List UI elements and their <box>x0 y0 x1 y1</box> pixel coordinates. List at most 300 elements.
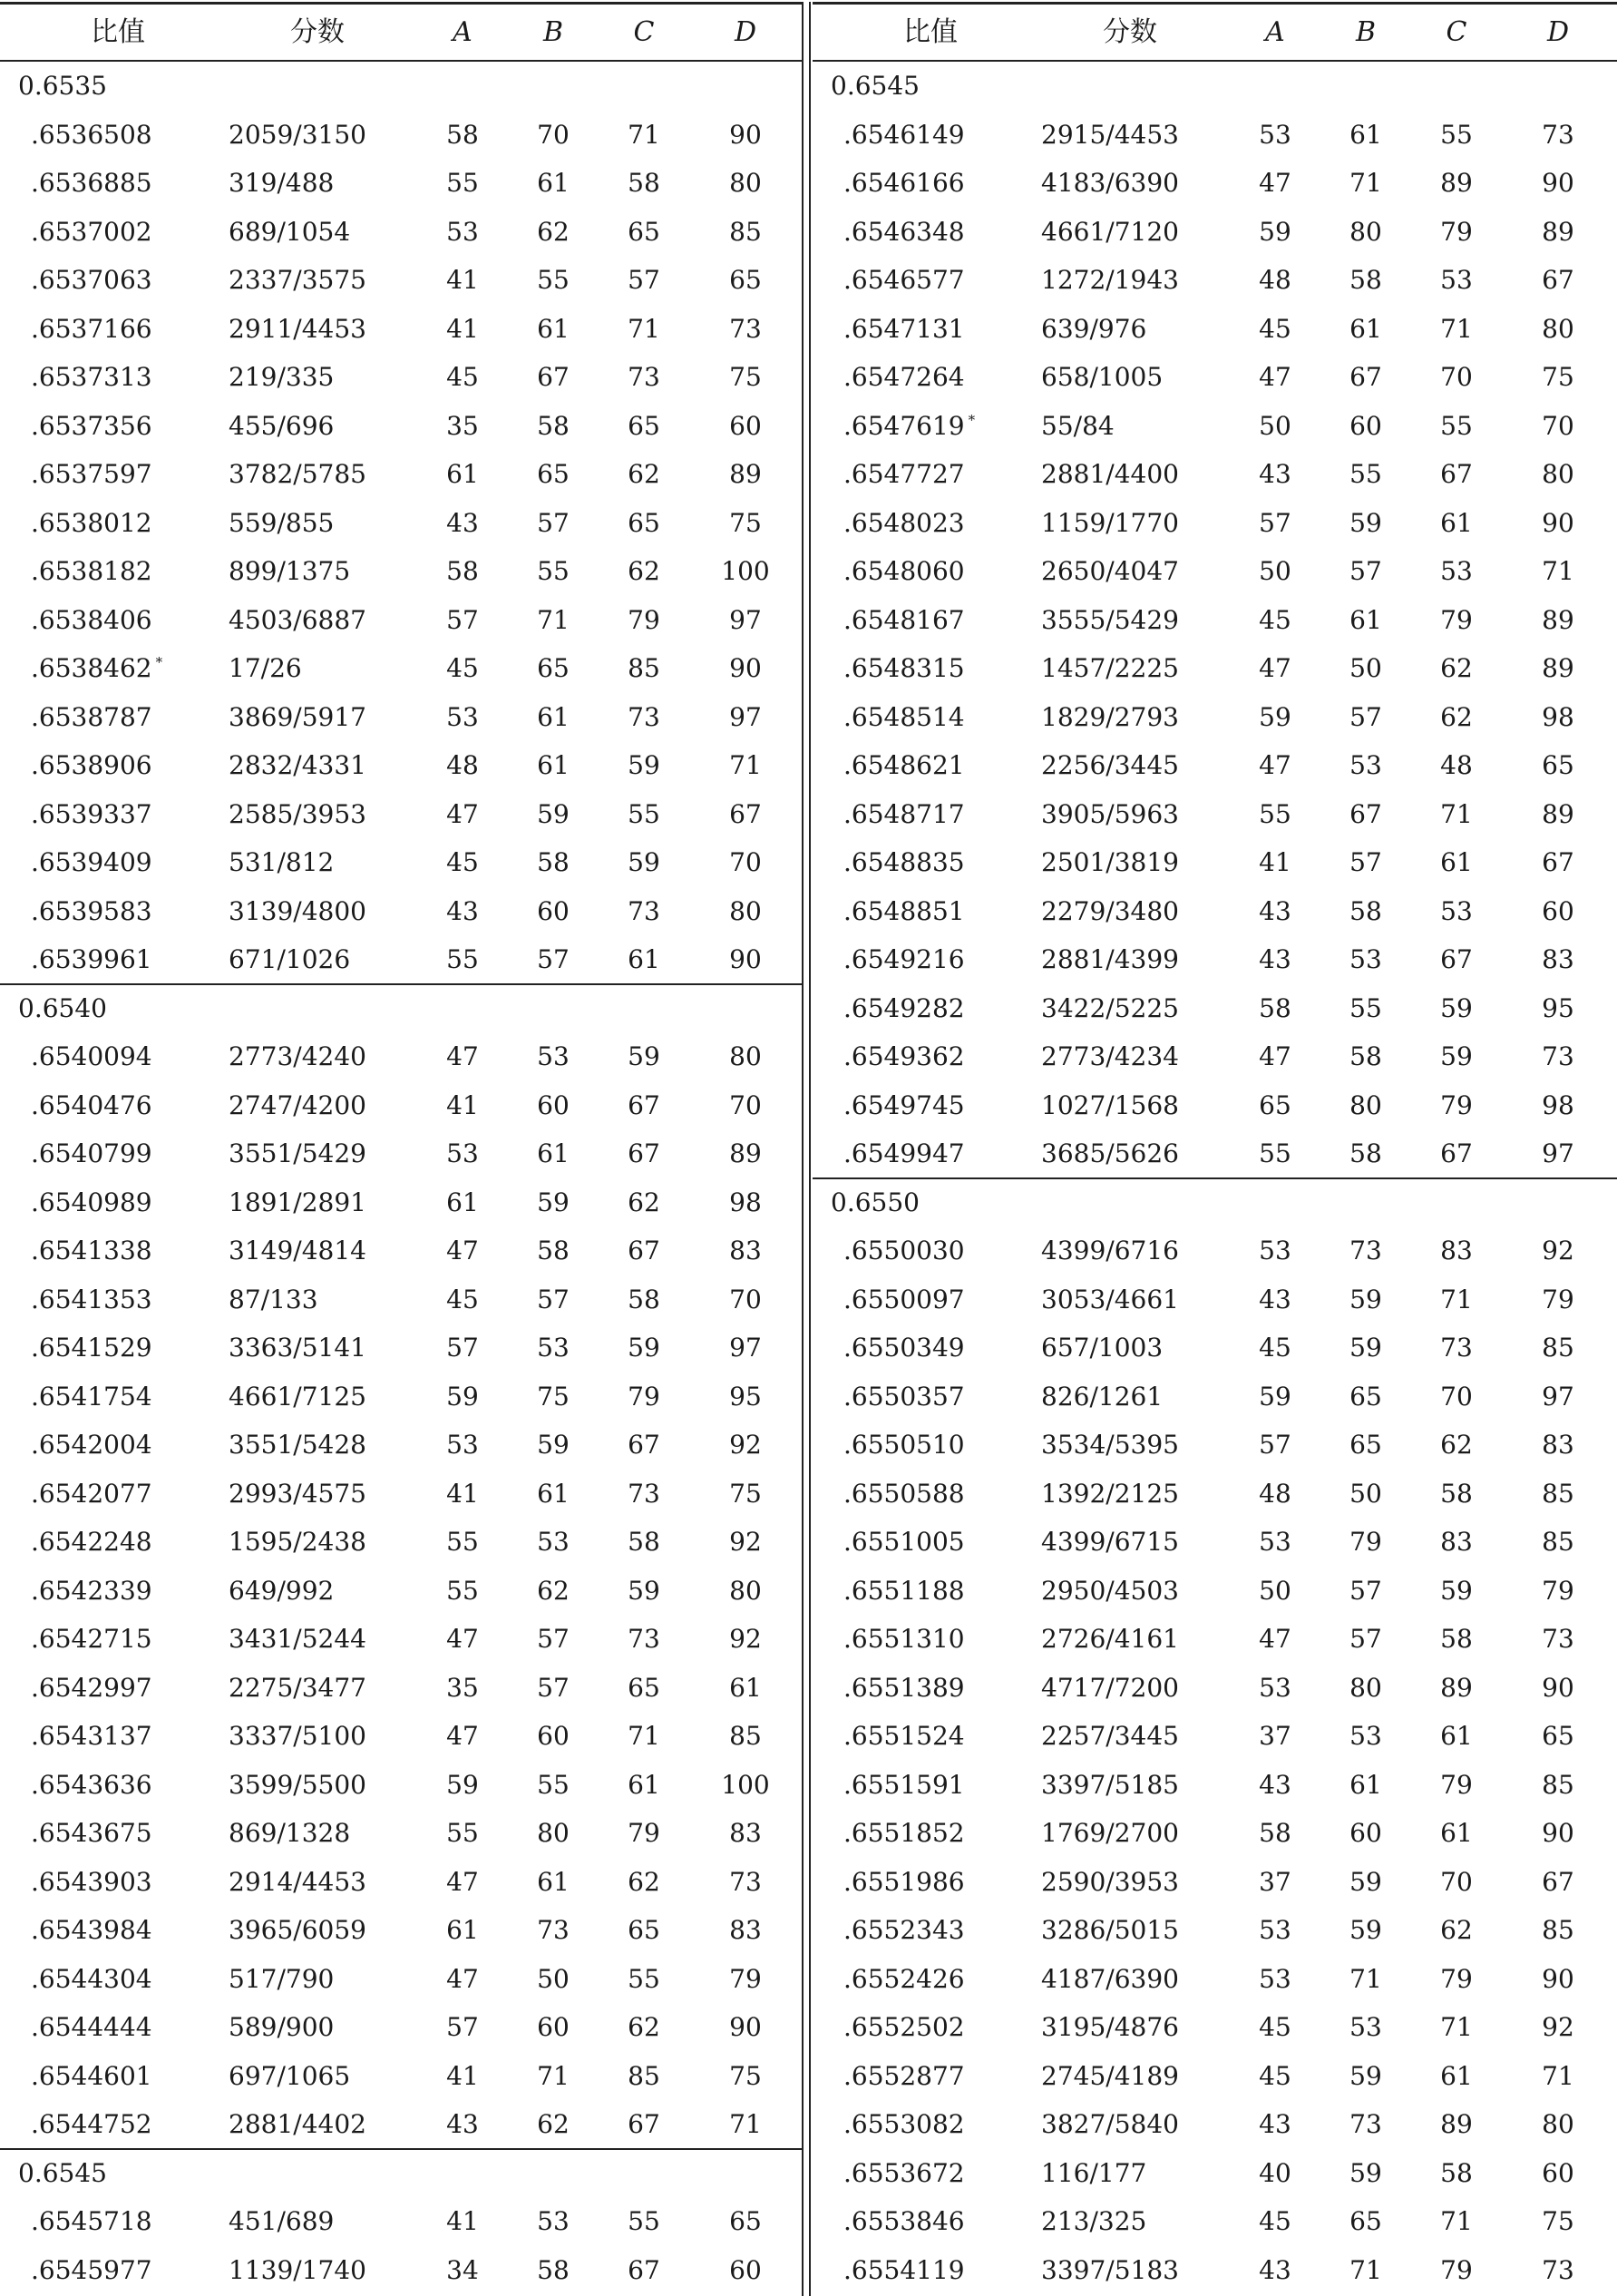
a-cell: 45 <box>1259 313 1291 344</box>
fraction-cell: 4187/6390 <box>1041 1963 1179 1994</box>
d-cell: 95 <box>729 1381 762 1412</box>
c-cell: 73 <box>628 1624 660 1654</box>
a-cell: 50 <box>1259 556 1291 586</box>
header-d: D <box>734 16 757 48</box>
b-cell: 57 <box>1349 556 1382 586</box>
table-row <box>0 1761 802 1810</box>
b-cell: 73 <box>537 1915 570 1945</box>
b-cell: 61 <box>537 701 570 732</box>
a-cell: 48 <box>1259 1478 1291 1509</box>
c-cell: 71 <box>628 313 660 344</box>
b-cell: 58 <box>537 847 570 877</box>
a-cell: 45 <box>446 1284 479 1314</box>
table-row <box>813 1324 1617 1373</box>
d-cell: 90 <box>729 119 762 150</box>
c-cell: 62 <box>628 556 660 586</box>
ratio-cell: .6552502 <box>843 2012 965 2042</box>
b-cell: 50 <box>1349 1478 1382 1509</box>
c-cell: 59 <box>628 1575 660 1606</box>
a-cell: 37 <box>1259 1721 1291 1751</box>
c-cell: 58 <box>1440 1624 1473 1654</box>
ratio-cell: .6553672 <box>843 2157 965 2188</box>
ratio-cell: .6536885 <box>31 168 152 198</box>
table-row <box>813 2197 1617 2246</box>
a-cell: 43 <box>446 895 479 926</box>
b-cell: 80 <box>1349 1089 1382 1120</box>
table-row <box>0 111 802 160</box>
c-cell: 67 <box>628 1138 660 1168</box>
b-cell: 53 <box>1349 944 1382 974</box>
a-cell: 50 <box>1259 1575 1291 1606</box>
table-row <box>813 1712 1617 1761</box>
d-cell: 90 <box>729 2012 762 2042</box>
b-cell: 59 <box>537 798 570 829</box>
fraction-cell: 2881/4399 <box>1041 944 1179 974</box>
b-cell: 60 <box>1349 1818 1382 1848</box>
a-cell: 47 <box>1259 1041 1291 1071</box>
d-cell: 85 <box>1542 1527 1574 1557</box>
asterisk-mark: * <box>968 411 976 428</box>
fraction-cell: 4661/7120 <box>1041 216 1179 247</box>
a-cell: 53 <box>1259 1915 1291 1945</box>
fraction-cell: 4503/6887 <box>229 604 366 635</box>
table-row <box>813 741 1617 790</box>
b-cell: 62 <box>537 1575 570 1606</box>
d-cell: 83 <box>1542 944 1574 974</box>
c-cell: 79 <box>1440 216 1473 247</box>
table-row <box>0 790 802 839</box>
a-cell: 47 <box>446 1041 479 1071</box>
fraction-cell: 639/976 <box>1041 313 1147 344</box>
ratio-cell: .6540476 <box>31 1089 152 1120</box>
ratio-cell: .6538406 <box>31 604 152 635</box>
table-row <box>813 1518 1617 1567</box>
header-d: D <box>1546 16 1570 48</box>
fraction-cell: 55/84 <box>1041 410 1115 441</box>
b-cell: 53 <box>1349 2012 1382 2042</box>
table-row <box>813 2100 1617 2149</box>
c-cell: 53 <box>1440 265 1473 295</box>
ratio-cell: .6539337 <box>31 798 152 829</box>
a-cell: 59 <box>1259 1381 1291 1412</box>
b-cell: 53 <box>537 1041 570 1071</box>
fraction-cell: 213/325 <box>1041 2206 1147 2236</box>
c-cell: 62 <box>628 1187 660 1217</box>
ratio-cell: .6550349 <box>843 1333 965 1363</box>
b-cell: 65 <box>1349 1430 1382 1460</box>
a-cell: 53 <box>446 1138 479 1168</box>
d-cell: 92 <box>1542 1236 1574 1265</box>
table-row <box>0 208 802 257</box>
ratio-cell: .6550097 <box>843 1284 965 1314</box>
b-cell: 58 <box>1349 265 1382 295</box>
table-row <box>813 208 1617 257</box>
c-cell: 61 <box>628 944 660 974</box>
a-cell: 47 <box>1259 168 1291 198</box>
a-cell: 53 <box>1259 119 1291 150</box>
b-cell: 57 <box>537 507 570 538</box>
fraction-cell: 319/488 <box>229 168 335 198</box>
b-cell: 61 <box>537 1478 570 1509</box>
table-row <box>0 693 802 742</box>
c-cell: 58 <box>1440 1478 1473 1509</box>
fraction-cell: 3965/6059 <box>229 1915 366 1945</box>
table-row <box>813 1129 1617 1178</box>
ratio-cell: .6554119 <box>843 2254 965 2285</box>
d-cell: 90 <box>1542 168 1574 198</box>
d-cell: 98 <box>1542 701 1574 732</box>
table-row <box>813 1809 1617 1858</box>
c-cell: 70 <box>1440 1381 1473 1412</box>
d-cell: 89 <box>729 1138 762 1168</box>
ratio-cell: .6542339 <box>31 1575 152 1606</box>
a-cell: 45 <box>1259 2012 1291 2042</box>
table-row <box>813 1761 1617 1810</box>
c-cell: 71 <box>1440 798 1473 829</box>
a-cell: 57 <box>446 2012 479 2042</box>
table-row <box>813 838 1617 887</box>
ratio-cell: .6548167 <box>843 604 965 635</box>
a-cell: 58 <box>446 556 479 586</box>
a-cell: 40 <box>1259 2157 1291 2188</box>
b-cell: 61 <box>1349 604 1382 635</box>
b-cell: 57 <box>537 1284 570 1314</box>
d-cell: 80 <box>1542 313 1574 344</box>
d-cell: 83 <box>729 1818 762 1848</box>
d-cell: 65 <box>1542 1721 1574 1751</box>
c-cell: 59 <box>1440 1575 1473 1606</box>
group-label: 0.6550 <box>831 1187 920 1217</box>
b-cell: 65 <box>537 459 570 489</box>
b-cell: 80 <box>1349 216 1382 247</box>
d-cell: 98 <box>729 1187 762 1217</box>
a-cell: 45 <box>1259 2060 1291 2091</box>
b-cell: 53 <box>537 1333 570 1363</box>
b-cell: 53 <box>537 2206 570 2236</box>
ratio-cell: .6550030 <box>843 1236 965 1265</box>
c-cell: 73 <box>628 895 660 926</box>
table-row <box>0 1373 802 1422</box>
table-row <box>813 1664 1617 1713</box>
a-cell: 53 <box>446 216 479 247</box>
ratio-cell: .6544752 <box>31 2109 152 2139</box>
group-label: 0.6535 <box>18 71 107 101</box>
a-cell: 41 <box>446 2060 479 2091</box>
fraction-cell: 826/1261 <box>1041 1381 1164 1412</box>
fraction-cell: 658/1005 <box>1041 362 1164 392</box>
b-cell: 61 <box>537 1138 570 1168</box>
b-cell: 59 <box>1349 2157 1382 2188</box>
ratio-cell: .6542077 <box>31 1478 152 1509</box>
b-cell: 59 <box>537 1430 570 1460</box>
d-cell: 73 <box>1542 119 1574 150</box>
top-rule <box>0 2 802 5</box>
fraction-cell: 2881/4400 <box>1041 459 1179 489</box>
ratio-cell: .6548835 <box>843 847 965 877</box>
center-divider-line-2 <box>809 2 811 2296</box>
d-cell: 98 <box>1542 1089 1574 1120</box>
d-cell: 90 <box>1542 1672 1574 1703</box>
a-cell: 35 <box>446 1672 479 1703</box>
c-cell: 57 <box>628 265 660 295</box>
c-cell: 61 <box>1440 507 1473 538</box>
fraction-cell: 3397/5183 <box>1041 2254 1179 2285</box>
a-cell: 48 <box>446 750 479 780</box>
a-cell: 47 <box>1259 362 1291 392</box>
c-cell: 62 <box>1440 701 1473 732</box>
d-cell: 89 <box>1542 216 1574 247</box>
fraction-cell: 3363/5141 <box>229 1333 366 1363</box>
table-row <box>813 1081 1617 1130</box>
table-row <box>0 353 802 402</box>
a-cell: 47 <box>1259 1624 1291 1654</box>
fraction-cell: 4399/6716 <box>1041 1236 1179 1265</box>
b-cell: 57 <box>1349 1575 1382 1606</box>
c-cell: 58 <box>628 1284 660 1314</box>
table-row <box>813 1906 1617 1955</box>
header-c: C <box>633 16 655 48</box>
c-cell: 62 <box>1440 653 1473 683</box>
ratio-cell: .6551986 <box>843 1866 965 1897</box>
d-cell: 75 <box>1542 362 1574 392</box>
header-row <box>813 5 1617 60</box>
table-row <box>813 984 1617 1033</box>
b-cell: 65 <box>1349 1381 1382 1412</box>
d-cell: 80 <box>1542 459 1574 489</box>
ratio-cell: .6538906 <box>31 750 152 780</box>
fraction-cell: 2726/4161 <box>1041 1624 1179 1654</box>
b-cell: 67 <box>1349 798 1382 829</box>
fraction-cell: 1829/2793 <box>1041 701 1179 732</box>
d-cell: 85 <box>1542 1478 1574 1509</box>
fraction-cell: 2832/4331 <box>229 750 366 780</box>
b-cell: 60 <box>1349 410 1382 441</box>
table-row <box>813 1567 1617 1616</box>
table-row <box>813 111 1617 160</box>
header-row <box>0 5 802 60</box>
b-cell: 71 <box>537 604 570 635</box>
fraction-cell: 1159/1770 <box>1041 507 1179 538</box>
ratio-cell-with-mark <box>0 644 200 693</box>
d-cell: 90 <box>729 653 762 683</box>
table-row <box>813 305 1617 354</box>
ratio-cell: .6549362 <box>843 1041 965 1071</box>
c-cell: 79 <box>1440 1769 1473 1800</box>
a-cell: 41 <box>446 1478 479 1509</box>
table-row <box>0 1955 802 2004</box>
fraction-cell: 3534/5395 <box>1041 1430 1179 1460</box>
ratio-cell: .6548023 <box>843 507 965 538</box>
table-row <box>0 450 802 499</box>
d-cell: 90 <box>1542 1818 1574 1848</box>
c-cell: 71 <box>1440 313 1473 344</box>
table-row <box>0 256 802 305</box>
fraction-cell: 1769/2700 <box>1041 1818 1179 1848</box>
a-cell: 53 <box>446 1430 479 1460</box>
table-row <box>0 1858 802 1907</box>
b-cell: 59 <box>1349 1866 1382 1897</box>
ratio-cell: .6536508 <box>31 119 152 150</box>
c-cell: 55 <box>1440 119 1473 150</box>
a-cell: 57 <box>1259 507 1291 538</box>
d-cell: 73 <box>729 1866 762 1897</box>
fraction-cell: 3555/5429 <box>1041 604 1179 635</box>
fraction-cell: 219/335 <box>229 362 335 392</box>
b-cell: 57 <box>537 944 570 974</box>
a-cell: 61 <box>446 1187 479 1217</box>
a-cell: 61 <box>446 459 479 489</box>
ratio-cell: .6552426 <box>843 1963 965 1994</box>
table-row <box>813 159 1617 208</box>
c-cell: 71 <box>628 1721 660 1751</box>
d-cell: 83 <box>729 1236 762 1265</box>
table-row <box>0 1470 802 1519</box>
fraction-cell: 2059/3150 <box>229 119 366 150</box>
d-cell: 67 <box>1542 1866 1574 1897</box>
table-row <box>0 499 802 548</box>
a-cell: 34 <box>446 2254 479 2285</box>
table-row <box>0 1129 802 1178</box>
c-cell: 71 <box>1440 2012 1473 2042</box>
ratio-cell: .6543137 <box>31 1721 152 1751</box>
ratio-cell: .6540989 <box>31 1187 152 1217</box>
c-cell: 79 <box>1440 1963 1473 1994</box>
ratio-cell: .6546149 <box>843 119 965 150</box>
d-cell: 80 <box>729 895 762 926</box>
fraction-cell: 899/1375 <box>229 556 351 586</box>
c-cell: 70 <box>1440 362 1473 392</box>
group-label: 0.6540 <box>18 992 107 1023</box>
ratio-cell: .6541754 <box>31 1381 152 1412</box>
c-cell: 61 <box>628 1769 660 1800</box>
a-cell: 55 <box>446 168 479 198</box>
ratio-cell: .6543984 <box>31 1915 152 1945</box>
ratio-cell: .6547264 <box>843 362 965 392</box>
ratio-cell: .6540094 <box>31 1041 152 1071</box>
table-row <box>813 2149 1617 2198</box>
b-cell: 58 <box>537 2254 570 2285</box>
d-cell: 60 <box>729 410 762 441</box>
b-cell: 65 <box>1349 2206 1382 2236</box>
ratio-cell: .6541353 <box>31 1284 152 1314</box>
a-cell: 47 <box>446 1624 479 1654</box>
a-cell: 47 <box>446 1866 479 1897</box>
c-cell: 85 <box>628 2060 660 2091</box>
table-row <box>0 2052 802 2101</box>
b-cell: 67 <box>1349 362 1382 392</box>
b-cell: 80 <box>1349 1672 1382 1703</box>
a-cell: 43 <box>446 507 479 538</box>
table-row <box>0 402 802 451</box>
d-cell: 60 <box>1542 895 1574 926</box>
d-cell: 92 <box>729 1430 762 1460</box>
d-cell: 90 <box>1542 1963 1574 1994</box>
c-cell: 65 <box>628 216 660 247</box>
c-cell: 79 <box>628 1381 660 1412</box>
ratio-cell: .6553082 <box>843 2109 965 2139</box>
c-cell: 73 <box>1440 1333 1473 1363</box>
table-row <box>813 1858 1617 1907</box>
d-cell: 75 <box>1542 2206 1574 2236</box>
b-cell: 50 <box>537 1963 570 1994</box>
table-row <box>0 1032 802 1081</box>
c-cell: 61 <box>1440 847 1473 877</box>
ratio-cell: .6553846 <box>843 2206 965 2236</box>
c-cell: 61 <box>1440 2060 1473 2091</box>
a-cell: 43 <box>1259 1284 1291 1314</box>
d-cell: 60 <box>729 2254 762 2285</box>
ratio-cell: .6544444 <box>31 2012 152 2042</box>
d-cell: 61 <box>729 1672 762 1703</box>
fraction-cell: 589/900 <box>229 2012 335 2042</box>
c-cell: 73 <box>628 1478 660 1509</box>
fraction-cell: 517/790 <box>229 1963 335 1994</box>
d-cell: 73 <box>1542 1041 1574 1071</box>
d-cell: 85 <box>729 216 762 247</box>
c-cell: 67 <box>628 1430 660 1460</box>
a-cell: 43 <box>446 2109 479 2139</box>
b-cell: 58 <box>1349 1138 1382 1168</box>
b-cell: 59 <box>537 1187 570 1217</box>
table-row <box>0 1275 802 1324</box>
a-cell: 55 <box>1259 798 1291 829</box>
fraction-cell: 2257/3445 <box>1041 1721 1179 1751</box>
table-row <box>813 887 1617 936</box>
a-cell: 50 <box>1259 410 1291 441</box>
c-cell: 65 <box>628 1672 660 1703</box>
b-cell: 53 <box>1349 1721 1382 1751</box>
ratio-cell: .6537166 <box>31 313 152 344</box>
fraction-cell: 3782/5785 <box>229 459 366 489</box>
d-cell: 65 <box>729 265 762 295</box>
table-row <box>813 450 1617 499</box>
c-cell: 58 <box>628 168 660 198</box>
b-cell: 58 <box>1349 1041 1382 1071</box>
table-row <box>0 305 802 354</box>
b-cell: 71 <box>537 2060 570 2091</box>
table-row <box>0 1809 802 1858</box>
b-cell: 57 <box>1349 701 1382 732</box>
a-cell: 47 <box>446 798 479 829</box>
table-row <box>0 1421 802 1470</box>
d-cell: 79 <box>1542 1575 1574 1606</box>
table-left-half <box>0 0 802 2296</box>
ratio-cell: .6538182 <box>31 556 152 586</box>
d-cell: 89 <box>1542 604 1574 635</box>
d-cell: 89 <box>1542 798 1574 829</box>
a-cell: 47 <box>446 1721 479 1751</box>
table-row <box>0 1712 802 1761</box>
d-cell: 89 <box>729 459 762 489</box>
c-cell: 55 <box>628 1963 660 1994</box>
d-cell: 70 <box>729 1089 762 1120</box>
b-cell: 59 <box>1349 1284 1382 1314</box>
a-cell: 41 <box>1259 847 1291 877</box>
fraction-cell: 2911/4453 <box>229 313 366 344</box>
fraction-cell: 1139/1740 <box>229 2254 366 2285</box>
ratio-cell: .6549282 <box>843 992 965 1023</box>
a-cell: 41 <box>446 1089 479 1120</box>
ratio-cell: .6540799 <box>31 1138 152 1168</box>
ratio-cell: .6550588 <box>843 1478 965 1509</box>
a-cell: 58 <box>446 119 479 150</box>
table-row <box>813 790 1617 839</box>
d-cell: 79 <box>729 1963 762 1994</box>
c-cell: 65 <box>628 507 660 538</box>
b-cell: 61 <box>537 168 570 198</box>
group-heading-row <box>0 62 802 111</box>
a-cell: 61 <box>446 1915 479 1945</box>
